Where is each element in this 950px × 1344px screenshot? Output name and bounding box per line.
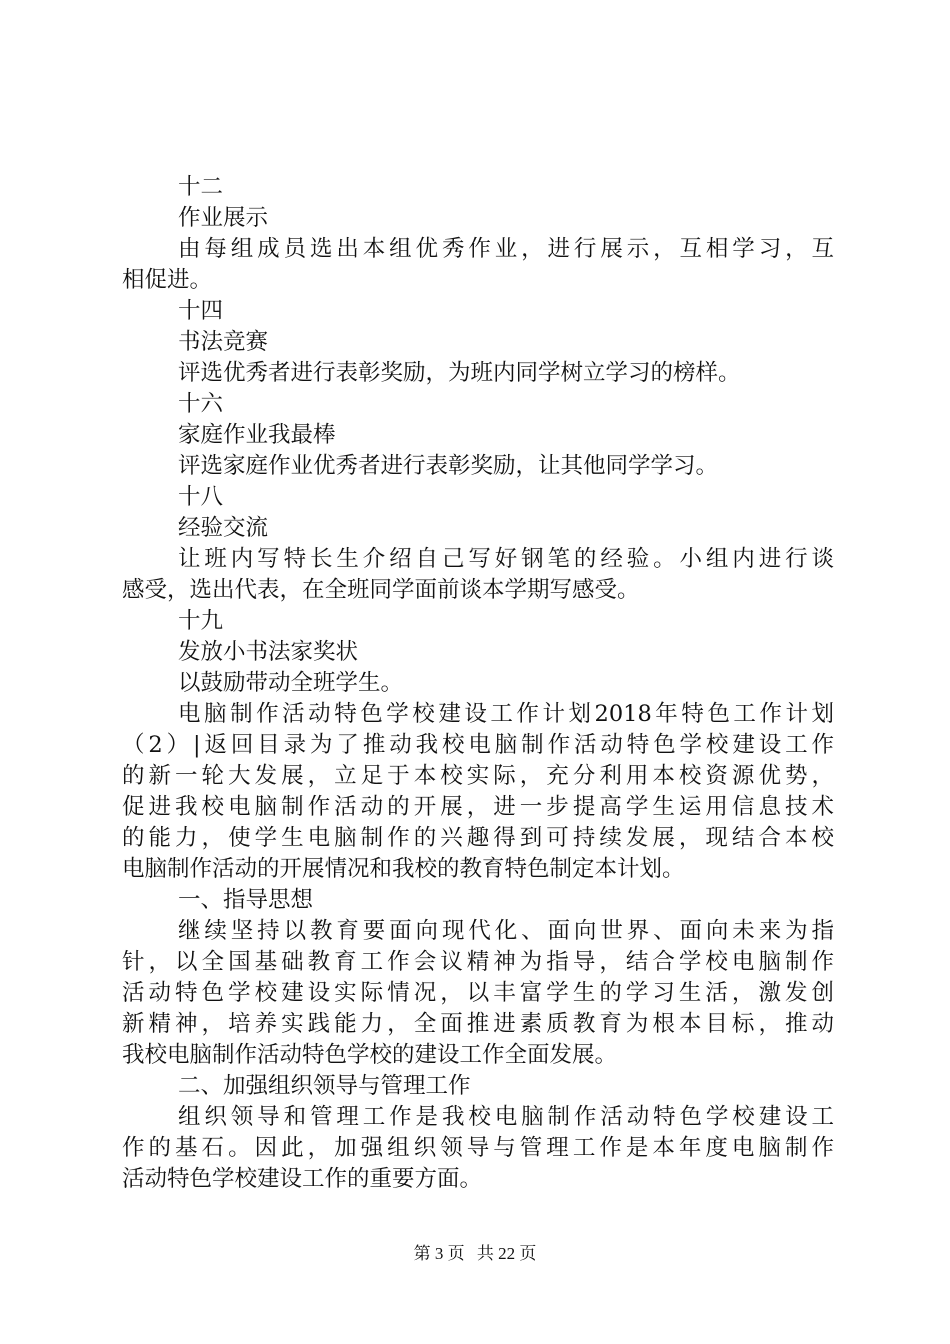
section-number: 十二 <box>178 174 224 200</box>
paragraph-line: 继续坚持以教育要面向现代化、面向世界、面向未来为指 <box>178 918 834 944</box>
paragraph-line: 我校电脑制作活动特色学校的建设工作全面发展。 <box>122 1042 618 1068</box>
paragraph-line: 由每组成员选出本组优秀作业，进行展示，互相学习，互 <box>178 236 834 262</box>
section-number: 十九 <box>178 608 224 634</box>
paragraph-line: 电脑制作活动的开展情况和我校的教育特色制定本计划。 <box>122 856 685 882</box>
paragraph-line: 评选优秀者进行表彰奖励，为班内同学树立学习的榜样。 <box>178 360 741 386</box>
paragraph-line: 组织领导和管理工作是我校电脑制作活动特色学校建设工 <box>178 1104 834 1130</box>
document-body <box>122 172 834 1195</box>
section-heading: 家庭作业我最棒 <box>178 422 336 448</box>
section-heading: 一、指导思想 <box>178 887 314 913</box>
paragraph-line: 的新一轮大发展，立足于本校实际，充分利用本校资源优势， <box>122 763 834 789</box>
section-heading: 发放小书法家奖状 <box>178 639 359 665</box>
paragraph-line: 活动特色学校建设工作的重要方面。 <box>122 1166 483 1192</box>
paragraph-line: 作的基石。因此，加强组织领导与管理工作是本年度电脑制作 <box>122 1135 834 1161</box>
paragraph-line: 电脑制作活动特色学校建设工作计划2018年特色工作计划 <box>178 701 834 727</box>
paragraph-line: 评选家庭作业优秀者进行表彰奖励，让其他同学学习。 <box>178 453 719 479</box>
paragraph-line: 以鼓励带动全班学生。 <box>178 670 404 696</box>
paragraph-line: 活动特色学校建设实际情况，以丰富学生的学习生活，激发创 <box>122 980 834 1006</box>
paragraph-line: 促进我校电脑制作活动的开展，进一步提高学生运用信息技术 <box>122 794 834 820</box>
section-heading: 二、加强组织领导与管理工作 <box>178 1073 471 1099</box>
paragraph-line: 感受，选出代表，在全班同学面前谈本学期写感受。 <box>122 577 640 603</box>
page-number: 第 3 页 <box>413 1244 465 1263</box>
paragraph-line: 新精神，培养实践能力，全面推进素质教育为根本目标，推动 <box>122 1011 834 1037</box>
paragraph-line: （2）|返回目录为了推动我校电脑制作活动特色学校建设工作 <box>122 732 834 758</box>
section-number: 十八 <box>178 484 224 510</box>
section-heading: 经验交流 <box>178 515 269 541</box>
paragraph-line: 让班内写特长生介绍自己写好钢笔的经验。小组内进行谈 <box>178 546 834 572</box>
section-number: 十六 <box>178 391 224 417</box>
page-footer <box>0 1243 950 1265</box>
paragraph-line: 的能力，使学生电脑制作的兴趣得到可持续发展，现结合本校 <box>122 825 834 851</box>
paragraph-line: 相促进。 <box>122 267 213 293</box>
paragraph-line: 针，以全国基础教育工作会议精神为指导，结合学校电脑制作 <box>122 949 834 975</box>
section-heading: 作业展示 <box>178 205 269 231</box>
page-total: 共 22 页 <box>476 1244 537 1263</box>
section-number: 十四 <box>178 298 224 324</box>
section-heading: 书法竞赛 <box>178 329 269 355</box>
